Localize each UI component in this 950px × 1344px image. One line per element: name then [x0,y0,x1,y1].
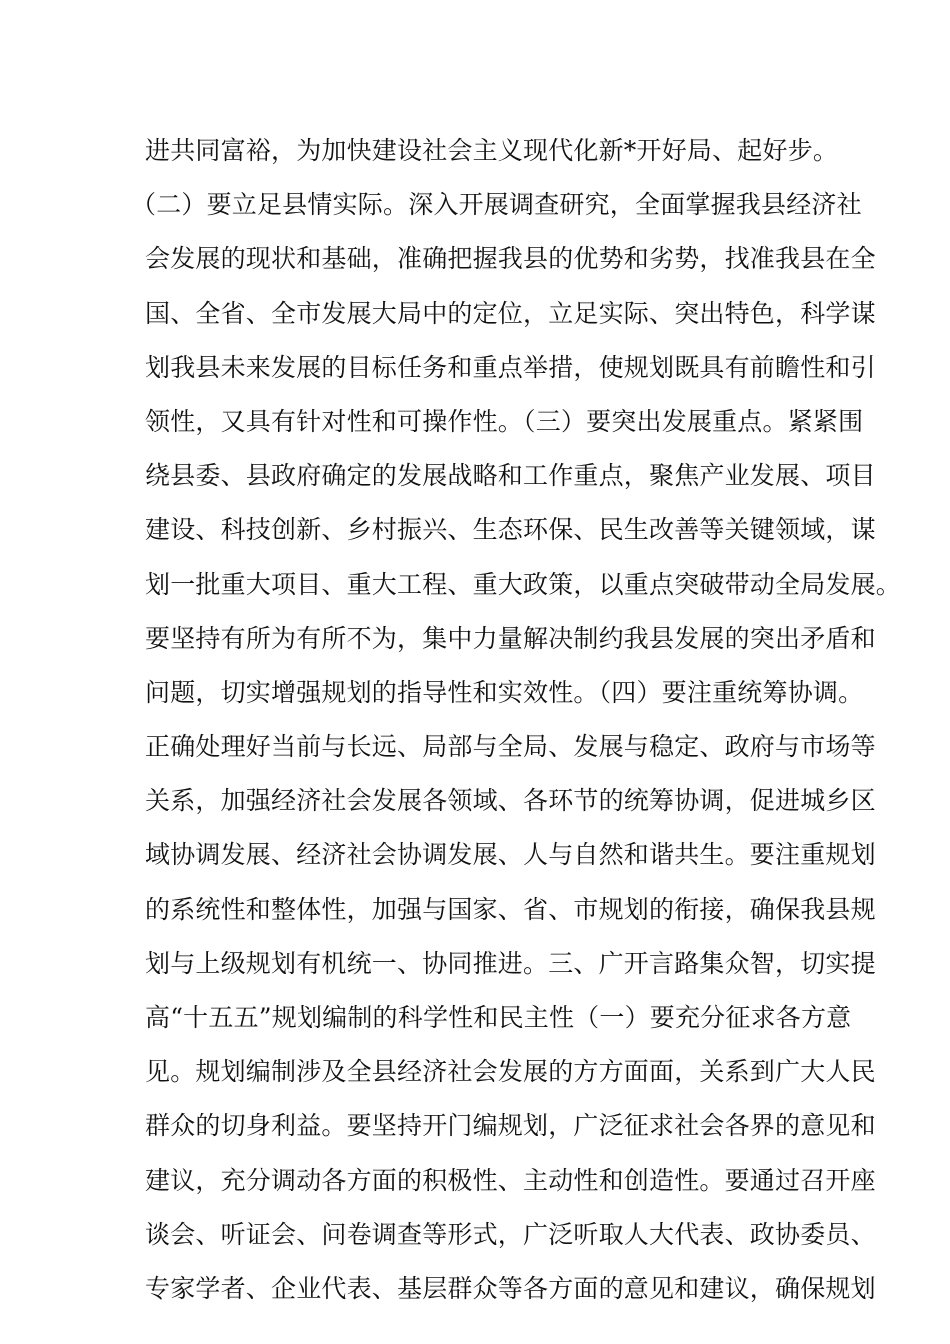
text-line: （二）要立足县情实际。深入开展调查研究，全面掌握我县经济社 [131,190,862,220]
text-line: 谈会、听证会、问卷调查等形式，广泛听取人大代表、政协委员、 [145,1219,876,1249]
text-line: 建议，充分调动各方面的积极性、主动性和创造性。要通过召开座 [145,1165,876,1195]
text-line: 域协调发展、经济社会协调发展、人与自然和谐共生。要注重规划 [145,840,876,870]
body-text [131,128,902,1320]
text-line: 绕县委、县政府确定的发展战略和工作重点，聚焦产业发展、项目 [145,461,876,491]
text-line: 划一批重大项目、重大工程、重大政策，以重点突破带动全局发展。 [145,569,902,599]
text-line: 进共同富裕，为加快建设社会主义现代化新*开好局、起好步。 [145,136,839,165]
text-line: 群众的切身利益。要坚持开门编规划，广泛征求社会各界的意见和 [145,1111,876,1141]
text-line: 划我县未来发展的目标任务和重点举措，使规划既具有前瞻性和引 [145,352,876,382]
text-line: 问题，切实增强规划的指导性和实效性。（四）要注重统筹协调。 [145,677,864,707]
text-line: 关系，加强经济社会发展各领域、各环节的统筹协调，促进城乡区 [145,786,876,816]
text-line: 见。规划编制涉及全县经济社会发展的方方面面，关系到广大人民 [145,1057,876,1087]
text-line: 专家学者、企业代表、基层群众等各方面的意见和建议，确保规划 [145,1273,876,1303]
text-line: 划与上级规划有机统一、协同推进。三、广开言路集众智，切实提 [145,948,876,978]
text-line: 的系统性和整体性，加强与国家、省、市规划的衔接，确保我县规 [145,894,876,924]
text-line: 领性，又具有针对性和可操作性。（三）要突出发展重点。紧紧围 [145,406,864,436]
text-line: 要坚持有所为有所不为，集中力量解决制约我县发展的突出矛盾和 [145,623,876,653]
text-line: 建设、科技创新、乡村振兴、生态环保、民生改善等关键领域，谋 [145,515,876,545]
text-line: 正确处理好当前与长远、局部与全局、发展与稳定、政府与市场等 [145,732,876,762]
text-line: 会发展的现状和基础，准确把握我县的优势和劣势，找准我县在全 [145,244,876,274]
text-line: 国、全省、全市发展大局中的定位，立足实际、突出特色，科学谋 [145,298,876,328]
text-line: 高“十五五”规划编制的科学性和民主性（一）要充分征求各方意 [145,1003,852,1032]
